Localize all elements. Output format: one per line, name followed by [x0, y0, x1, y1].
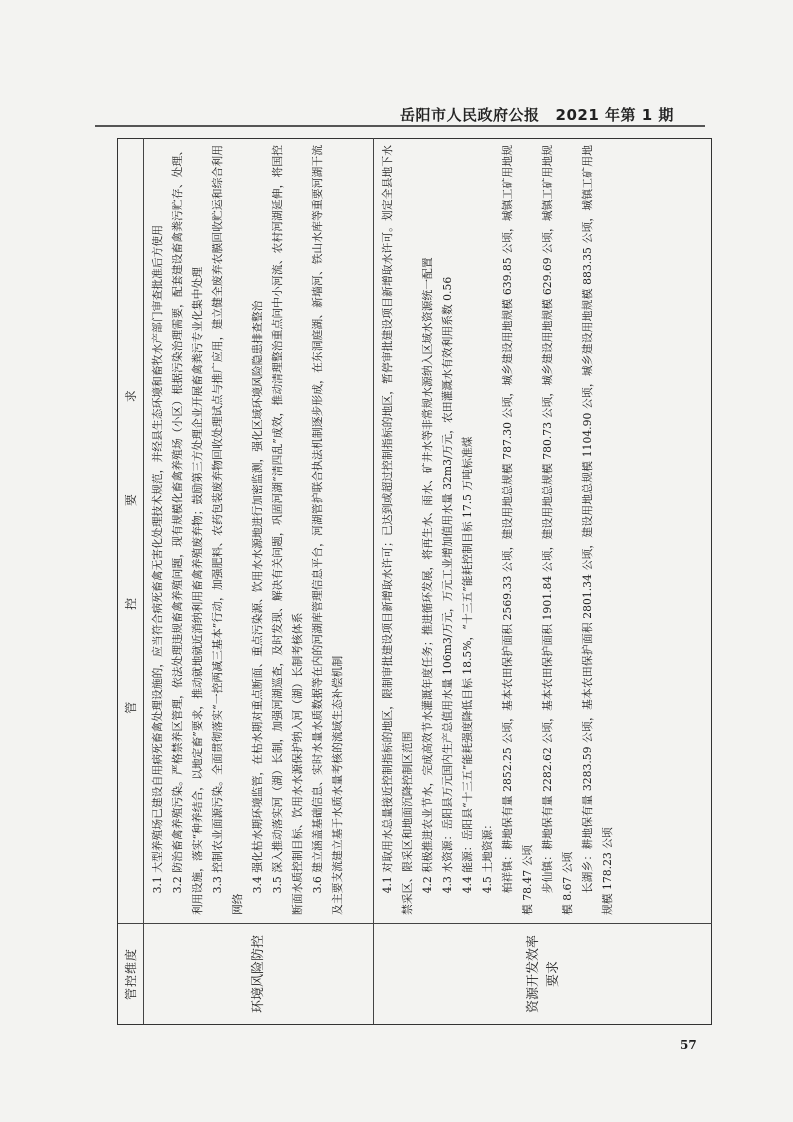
- requirement-item: 3.3 控制农业面源污染。全面贯彻落实“一控两减三基本”行动，加强肥料、农药包装废弃物回收处理试点与推广应用，建立健全废弃农膜回收贮运和综合利用网络: [211, 145, 244, 915]
- issue-label: 2021 年第 1 期: [555, 106, 674, 124]
- requirement-item: 3.4 强化枯水期环境监管，在枯水期对重点断面、重点污染源、饮用水水源地进行加密监测，强化区域环境风险隐患排查整治: [251, 300, 264, 894]
- requirement-item: 步仙镇：耕地保有量 2282.62 公顷，基本农田保护面积 1901.84 公顷，建设用地总规模 780.73 公顷，城乡建设用地规模 629.69 公顷，城镇工矿用地规模 8.67 公顷: [541, 145, 574, 915]
- row-requirements-environment-risk: [144, 138, 374, 923]
- page-header: [400, 104, 674, 125]
- column-header-requirements: 管 控 要 求: [118, 138, 144, 923]
- requirement-item: 4.3 水资源：岳阳县万元国内生产总值用水量 106m3/万元，万元工业增加值用水量 32m3/万元，农田灌溉水有效利用系数 0.56: [441, 276, 454, 894]
- column-header-dimension: 管控维度: [118, 923, 144, 1024]
- requirement-item: 4.4 能源：岳阳县“十三五”能耗强度降低目标 18.5%，“十三五”能耗控制目标 17.5 万吨标准煤: [461, 436, 474, 894]
- requirement-item: 长湖乡：耕地保有量 3283.59 公顷，基本农田保护面积 2801.34 公顷，建设用地总规模 1104.90 公顷，城乡建设用地规模 883.35 公顷，城镇工矿用地规模 178.23 公顷: [581, 145, 614, 915]
- row-dimension-resource-efficiency: 资源开发效率要求: [374, 923, 712, 1024]
- requirement-item: 柏祥镇：耕地保有量 2852.25 公顷，基本农田保护面积 2569.33 公顷，建设用地总规模 787.30 公顷，城乡建设用地规模 639.85 公顷，城镇工矿用地规模 78.47 公顷: [501, 145, 534, 915]
- requirement-item: 4.1 对取用水总量接近控制指标的地区，限制审批建设项目新增取水许可；已达到或超过控制指标的地区，暂停审批建设项目新增取水许可。划定全县地下水禁采区、限采区和地面沉降控制区范围: [381, 145, 414, 915]
- requirement-item: 3.5 深入推动落实河（湖）长制，加强河湖巡查，及时发现、解决有关问题，巩固河湖“清四乱”成效，推动清理整治重点问中小河流、农村河湖延伸，将国控断面水质控制目标、饮用水水源保护纳入河（湖）长制考核体系: [271, 145, 304, 915]
- row-dimension-environment-risk: 环境风险防控: [144, 923, 374, 1024]
- header-rule: [95, 125, 705, 127]
- page-number: 57: [680, 1038, 697, 1052]
- row-requirements-resource-efficiency: [374, 138, 712, 923]
- publication-title: 岳阳市人民政府公报: [400, 106, 540, 124]
- requirement-item: 4.2 积极推进农业节水，完成高效节水灌溉年度任务；推进循环发展，将再生水、雨水、矿井水等非常规水源纳入区域水资源统一配置: [421, 257, 434, 894]
- requirement-item: 4.5 土地资源：: [481, 818, 494, 894]
- requirement-item: 3.2 防治畜禽养殖污染。严格禁养区管理，依法处理违规畜禽养殖问题，现有规模化畜禽养殖场（小区）根据污染治理需要，配套建设畜禽粪污贮存、处理、利用设施，落实“种养结合，以地定畜”要求，推动就地就近消纳利用畜禽养殖废弃物；鼓励第三方处理企业开展畜禽粪污专业化集中处理: [171, 145, 204, 915]
- control-requirements-table: [117, 138, 712, 1025]
- requirement-item: 3.6 建立涵盖基础信息、实时水量水质数据等在内的河湖库管理信息平台，河湖管护联合执法机制逐步形成，在东洞庭湖、新墙河、铁山水库等重要河湖干流及主要支流建立基于水质水量考核的流域生态补偿机制: [311, 145, 344, 915]
- requirement-item: 3.1 大型养殖场已建设自用病死畜禽处理设施的，应当符合病死畜禽无害化处理技术规范，并经县生态环境和畜牧水产部门审查批准后方使用: [151, 224, 164, 894]
